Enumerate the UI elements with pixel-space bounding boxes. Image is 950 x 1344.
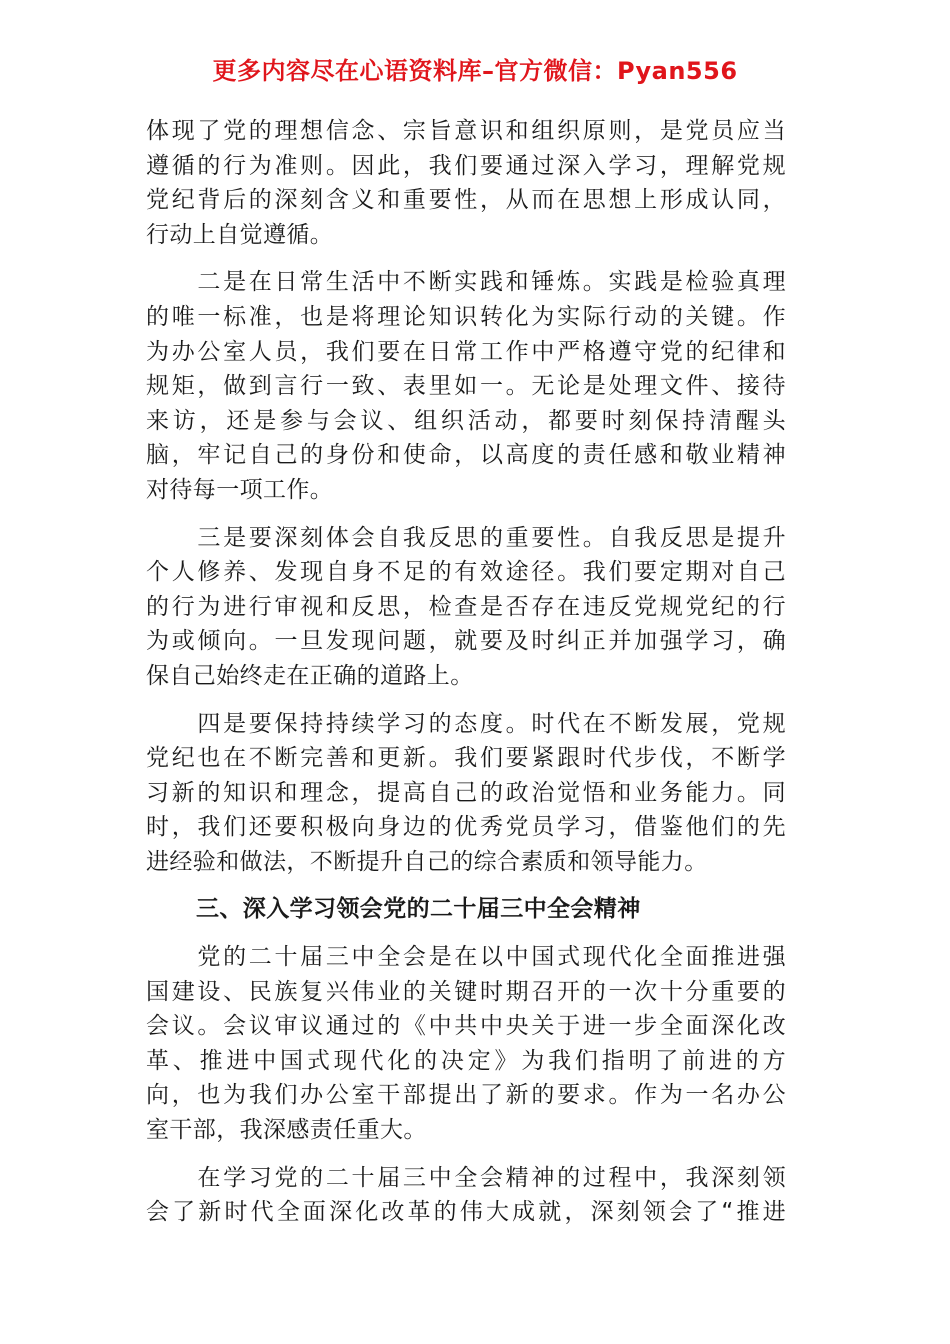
text-line: 党纪也在不断完善和更新。我们要紧跟时代步伐，不断学 (146, 745, 786, 772)
text-line: 三是要深刻体会自我反思的重要性。自我反思是提升 (146, 524, 786, 551)
text-line: 习新的知识和理念，提高自己的政治觉悟和业务能力。同 (146, 779, 786, 806)
text-line: 脑，牢记自己的身份和使命，以高度的责任感和敬业精神 (146, 442, 786, 469)
text-line: 规矩，做到言行一致、表里如一。无论是处理文件、接待 (146, 373, 786, 400)
text-line: 室干部，我深感责任重大。 (146, 1117, 427, 1144)
text-line: 在学习党的二十届三中全会精神的过程中，我深刻领 (146, 1164, 786, 1191)
text-line: 二是在日常生活中不断实践和锤炼。实践是检验真理 (146, 269, 786, 296)
paragraph-6 (146, 1161, 786, 1230)
text-line: 体现了党的理想信念、宗旨意识和组织原则，是党员应当 (146, 118, 786, 144)
paragraph-4 (146, 707, 786, 880)
text-line: 保自己始终走在正确的道路上。 (146, 662, 474, 689)
paragraph-2 (146, 265, 786, 507)
text-line: 进经验和做法，不断提升自己的综合素质和领导能力。 (146, 848, 708, 875)
text-line: 党的二十届三中全会是在以中国式现代化全面推进强 (146, 944, 786, 971)
paragraph-3 (146, 521, 786, 694)
text-line: 为办公室人员，我们要在日常工作中严格遵守党的纪律和 (146, 338, 786, 365)
document-body (146, 114, 786, 1230)
text-line: 时，我们还要积极向身边的优秀党员学习，借鉴他们的先 (146, 814, 786, 841)
paragraph-1 (146, 114, 786, 252)
text-line: 会了新时代全面深化改革的伟大成就，深刻领会了“推进 (146, 1199, 786, 1226)
text-line: 对待每一项工作。 (146, 476, 334, 503)
text-line: 为或倾向。一旦发现问题，就要及时纠正并加强学习，确 (146, 628, 786, 655)
text-line: 向，也为我们办公室干部提出了新的要求。作为一名办公 (146, 1082, 786, 1109)
watermark-banner: 更多内容尽在心语资料库–官方微信：Pyan556 (212, 57, 738, 85)
text-line: 的行为进行审视和反思，检查是否存在违反党规党纪的行 (146, 593, 786, 620)
text-line: 国建设、民族复兴伟业的关键时期召开的一次十分重要的 (146, 978, 786, 1005)
text-line: 会议。会议审议通过的《中共中央关于进一步全面深化改 (146, 1013, 786, 1040)
text-line: 行动上自觉遵循。 (146, 221, 334, 248)
text-line: 个人修养、发现自身不足的有效途径。我们要定期对自己 (146, 559, 786, 586)
text-line: 的唯一标准，也是将理论知识转化为实际行动的关键。作 (146, 303, 786, 330)
text-line: 党纪背后的深刻含义和重要性，从而在思想上形成认同， (146, 187, 786, 214)
section-heading: 三、深入学习领会党的二十届三中全会精神 (196, 896, 641, 923)
text-line: 四是要保持持续学习的态度。时代在不断发展，党规 (146, 710, 786, 737)
text-line: 革、推进中国式现代化的决定》为我们指明了前进的方 (146, 1047, 786, 1074)
text-line: 来访，还是参与会议、组织活动，都要时刻保持清醒头 (146, 407, 786, 434)
paragraph-5 (146, 940, 786, 1148)
text-line: 遵循的行为准则。因此，我们要通过深入学习，理解党规 (146, 152, 786, 179)
